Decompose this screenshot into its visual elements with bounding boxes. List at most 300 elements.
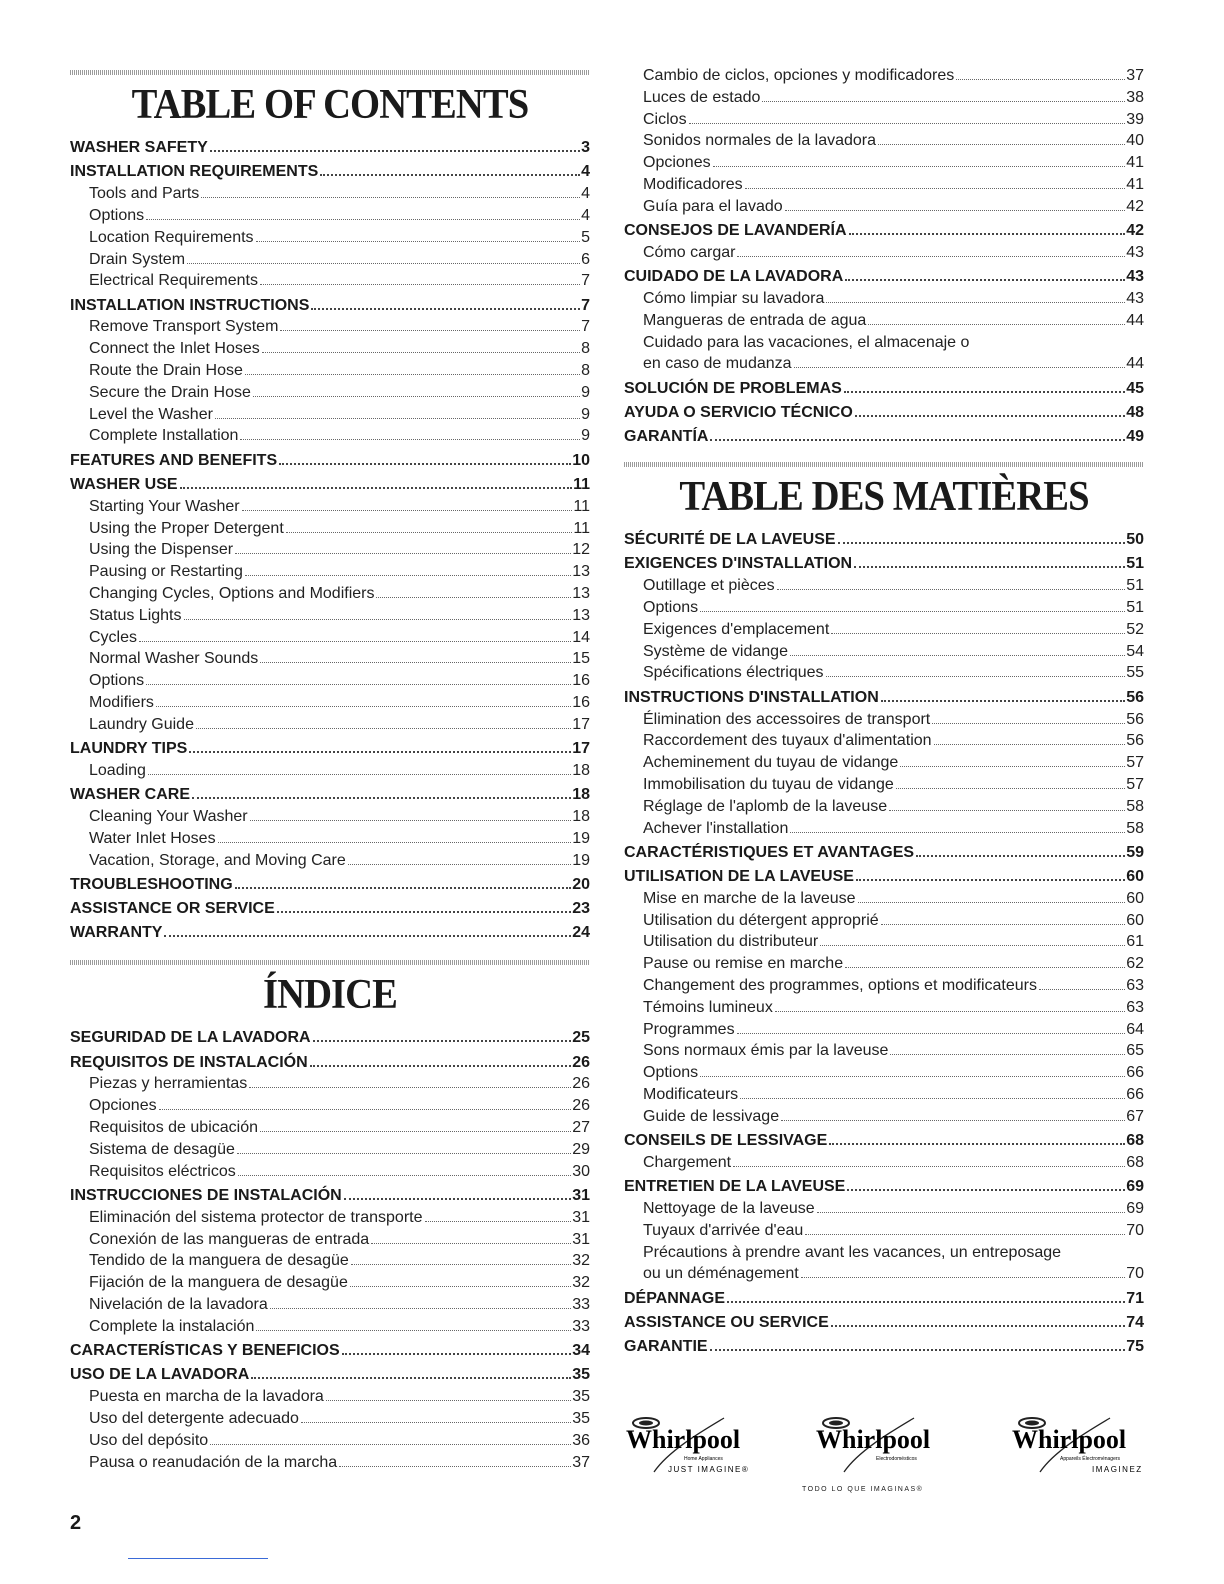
toc-entry-label: Complete la instalación	[89, 1317, 255, 1335]
toc-entry-label: Mangueras de entrada de agua	[643, 311, 867, 329]
toc-subentry	[624, 242, 1144, 264]
dot-leader	[845, 966, 1125, 968]
toc-page-number: 66	[1126, 1064, 1144, 1082]
toc-subentry	[70, 1430, 590, 1452]
toc-page-number: 11	[573, 519, 590, 537]
dot-leader	[838, 541, 1126, 544]
dot-leader	[858, 901, 1126, 903]
dot-leader	[801, 1276, 1126, 1278]
toc-page-number: 31	[572, 1230, 590, 1248]
dot-leader	[260, 283, 580, 285]
toc-page-number: 41	[1126, 175, 1144, 193]
toc-subentry	[70, 1207, 590, 1229]
dot-leader	[235, 886, 572, 889]
dot-leader	[934, 743, 1126, 745]
toc-entry-label: Route the Drain Hose	[89, 362, 243, 380]
toc-page-number: 65	[1126, 1042, 1144, 1060]
toc-section-entry	[70, 1364, 590, 1386]
toc-subentry	[624, 152, 1144, 174]
toc-subentry	[624, 87, 1144, 109]
toc-entry-label: Using the Proper Detergent	[89, 519, 284, 537]
toc-page-number: 25	[572, 1029, 590, 1047]
toc-section-entry	[624, 1288, 1144, 1310]
dot-leader	[831, 1324, 1125, 1327]
toc-subentry	[624, 662, 1144, 684]
toc-entry-label: Chargement	[643, 1153, 732, 1171]
toc-subentry	[624, 332, 1144, 376]
toc-subentry	[624, 310, 1144, 332]
dot-leader	[196, 727, 571, 729]
toc-page-number: 71	[1126, 1289, 1144, 1307]
toc-page-number: 51	[1126, 577, 1144, 595]
toc-entry-label: CONSEJOS DE LAVANDERÍA	[624, 222, 847, 240]
toc-section-entry	[624, 266, 1144, 288]
toc-page-number: 4	[581, 206, 590, 224]
toc-page-number: 57	[1126, 775, 1144, 793]
toc-entry-label: Sonidos normales de la lavadora	[643, 132, 877, 150]
toc-section-entry	[624, 1176, 1144, 1198]
toc-entry-label: Spécifications électriques	[643, 664, 824, 682]
dot-leader	[844, 390, 1125, 393]
toc-entry-label: Élimination des accessoires de transport	[643, 710, 931, 728]
whirlpool-logo-es	[802, 1410, 954, 1493]
toc-subentry	[70, 227, 590, 249]
toc-entry-label: Cómo cargar	[643, 243, 736, 261]
toc-subentry	[70, 561, 590, 583]
toc-entry-label: Conexión de las mangueras de entrada	[89, 1230, 370, 1248]
dot-leader	[745, 187, 1126, 189]
toc-entry-label: Eliminación del sistema protector de transporte	[89, 1208, 423, 1226]
toc-subentry	[70, 1386, 590, 1408]
dot-leader	[881, 699, 1125, 702]
dot-leader	[184, 618, 572, 620]
toc-subentry	[70, 496, 590, 518]
toc-entry-label: Tuyaux d'arrivée d'eau	[643, 1221, 804, 1239]
toc-subentry	[624, 196, 1144, 218]
toc-entry-label: Ciclos	[643, 110, 687, 128]
toc-entry-label: Options	[643, 599, 699, 617]
toc-entry-label: Uso del depósito	[89, 1431, 209, 1449]
toc-entry-label: Using the Dispenser	[89, 541, 234, 559]
toc-page-number: 9	[581, 427, 590, 445]
toc-entry-label: Réglage de l'aplomb de la laveuse	[643, 797, 888, 815]
toc-entry-label-continued: ou un déménagement	[643, 1265, 799, 1283]
dot-leader	[794, 366, 1126, 368]
toc-page-number: 15	[572, 650, 590, 668]
toc-section-entry	[624, 1130, 1144, 1152]
toc-subentry	[624, 641, 1144, 663]
toc-subentry	[70, 1294, 590, 1316]
toc-page-number: 19	[572, 829, 590, 847]
toc-page-number: 57	[1126, 754, 1144, 772]
toc-entry-label-continued: en caso de mudanza	[643, 355, 792, 373]
toc-subentry	[624, 1242, 1144, 1286]
toc-subentry	[624, 288, 1144, 310]
dot-leader	[351, 1263, 571, 1265]
toc-entry-label: Complete Installation	[89, 427, 239, 445]
toc-page-number: 60	[1126, 911, 1144, 929]
toc-page-number: 56	[1126, 710, 1144, 728]
toc-subentry	[624, 774, 1144, 796]
toc-entry-label: WARRANTY	[70, 924, 163, 942]
toc-entry-label: Exigences d'emplacement	[643, 620, 830, 638]
dot-leader	[238, 1174, 571, 1176]
toc-page-number: 9	[581, 383, 590, 401]
toc-entry-label: Remove Transport System	[89, 318, 279, 336]
toc-entry-label: Fijación de la manguera de desagüe	[89, 1274, 348, 1292]
toc-page-number: 35	[572, 1409, 590, 1427]
toc-subentry	[624, 752, 1144, 774]
toc-page-number: 36	[572, 1431, 590, 1449]
toc-entry-label: Luces de estado	[643, 88, 761, 106]
toc-page-number: 58	[1126, 797, 1144, 815]
toc-entry-label: Guía para el lavado	[643, 197, 783, 215]
toc-entry-label: Guide de lessivage	[643, 1107, 780, 1125]
toc-page-number: 43	[1126, 243, 1144, 261]
dot-leader	[310, 1064, 572, 1067]
toc-entry-label: Pausa o reanudación de la marcha	[89, 1453, 338, 1471]
toc-entry-label: Utilisation du détergent approprié	[643, 911, 879, 929]
toc-page-number: 30	[572, 1162, 590, 1180]
dot-leader	[713, 165, 1126, 167]
toc-page-number: 35	[572, 1366, 590, 1384]
toc-entry-label: SÉCURITÉ DE LA LAVEUSE	[624, 531, 836, 549]
toc-page-number: 13	[572, 585, 590, 603]
toc-section-entry	[624, 866, 1144, 888]
toc-entry-label: Options	[89, 206, 145, 224]
dot-leader	[727, 1300, 1125, 1303]
dot-leader	[262, 351, 580, 353]
dot-leader	[210, 149, 580, 152]
toc-subentry	[624, 910, 1144, 932]
dot-leader	[240, 438, 580, 440]
right-column	[624, 65, 1144, 1358]
toc-subentry	[70, 806, 590, 828]
toc-page-number: 17	[572, 740, 590, 758]
toc-entry-label: Connect the Inlet Hoses	[89, 340, 260, 358]
toc-entry-label: Requisitos de ubicación	[89, 1119, 258, 1137]
toc-entry-label: CARACTERÍSTICAS Y BENEFICIOS	[70, 1342, 340, 1360]
dot-leader	[187, 262, 580, 264]
toc-page-number: 56	[1126, 732, 1144, 750]
toc-page-number: 68	[1126, 1153, 1144, 1171]
svg-text:IMAGINEZ: IMAGINEZ	[1092, 1465, 1143, 1474]
dot-leader	[826, 675, 1126, 677]
toc-entry-label: Changement des programmes, options et modificateurs	[643, 977, 1037, 995]
toc-page-number: 49	[1126, 428, 1144, 446]
dot-leader	[775, 1010, 1125, 1012]
dot-leader	[710, 1348, 1126, 1351]
dot-leader	[371, 1242, 571, 1244]
toc-page-number: 59	[1126, 843, 1144, 861]
toc-entry-label: Nettoyage de la laveuse	[643, 1200, 815, 1218]
toc-page-number: 63	[1126, 998, 1144, 1016]
toc-entry-label: Cambio de ciclos, opciones y modificadores	[643, 67, 955, 84]
dot-leader	[737, 255, 1125, 257]
toc-page-number: 6	[581, 250, 590, 268]
toc-entry-label: DÉPANNAGE	[624, 1289, 726, 1307]
toc-page-number: 12	[572, 541, 590, 559]
toc-page-number: 7	[581, 296, 590, 314]
toc-entry-label: Options	[643, 1064, 699, 1082]
toc-entry-label: Cómo limpiar su lavadora	[643, 289, 825, 307]
dot-leader	[847, 1188, 1125, 1191]
toc-page-number: 56	[1126, 688, 1144, 706]
dot-leader	[260, 661, 571, 663]
toc-entry-label: WASHER SAFETY	[70, 139, 208, 157]
toc-page-number: 45	[1126, 379, 1144, 397]
toc-section-entry	[624, 529, 1144, 551]
dot-leader	[689, 122, 1126, 124]
toc-page-number: 51	[1126, 555, 1144, 573]
toc-page-number: 37	[572, 1453, 590, 1471]
dot-leader	[817, 1211, 1126, 1213]
dot-leader	[1039, 988, 1125, 990]
toc-subentry	[624, 65, 1144, 87]
toc-section-entry	[624, 687, 1144, 709]
toc-list-fr	[624, 529, 1144, 1358]
toc-page-number: 26	[572, 1097, 590, 1115]
svg-text:Electrodomésticos: Electrodomésticos	[876, 1456, 917, 1462]
dot-leader	[256, 1329, 571, 1331]
toc-page-number: 42	[1126, 222, 1144, 240]
dot-leader	[376, 596, 571, 598]
toc-entry-label: Utilisation du distributeur	[643, 933, 819, 951]
toc-page-number: 4	[581, 185, 590, 203]
toc-page-number: 19	[572, 851, 590, 869]
toc-entry-label: Water Inlet Hoses	[89, 829, 216, 847]
toc-subentry	[624, 1040, 1144, 1062]
dot-leader	[856, 878, 1125, 881]
toc-page-number: 11	[573, 497, 590, 515]
whirlpool-logo-en	[624, 1410, 764, 1490]
toc-section-entry	[70, 1027, 590, 1049]
toc-entry-label: Acheminement du tuyau de vidange	[643, 754, 899, 772]
dot-leader	[215, 417, 580, 419]
dot-leader	[932, 722, 1125, 724]
toc-subentry	[70, 425, 590, 447]
toc-subentry	[70, 1161, 590, 1183]
toc-page-number: 51	[1126, 599, 1144, 617]
toc-subentry	[70, 850, 590, 872]
toc-entry-label: Cuidado para las vacaciones, el almacenaje o	[643, 333, 970, 351]
svg-text:Whirlpool: Whirlpool	[1012, 1425, 1127, 1454]
dot-leader	[148, 773, 571, 775]
toc-entry-label: CUIDADO DE LA LAVADORA	[624, 268, 844, 286]
dot-leader	[740, 1097, 1125, 1099]
dot-leader	[245, 373, 580, 375]
toc-section-entry	[624, 426, 1144, 448]
toc-page-number: 38	[1126, 88, 1144, 106]
footer-line	[128, 1558, 268, 1559]
toc-entry-label: Changing Cycles, Options and Modifiers	[89, 585, 375, 603]
toc-entry-label: Normal Washer Sounds	[89, 650, 259, 668]
toc-subentry	[624, 1019, 1144, 1041]
toc-entry-label: USO DE LA LAVADORA	[70, 1366, 250, 1384]
toc-subentry	[70, 714, 590, 736]
dot-leader	[900, 765, 1125, 767]
toc-page-number: 55	[1126, 664, 1144, 682]
toc-entry-label: Secure the Drain Hose	[89, 383, 251, 401]
dot-leader	[342, 1352, 572, 1355]
dot-leader	[256, 240, 581, 242]
toc-entry-label: ENTRETIEN DE LA LAVEUSE	[624, 1178, 846, 1196]
toc-entry-label: INSTRUCTIONS D'INSTALLATION	[624, 688, 879, 706]
toc-entry-label: Sistema de desagüe	[89, 1140, 235, 1158]
svg-text:JUST IMAGINE®: JUST IMAGINE®	[668, 1465, 750, 1474]
toc-page-number: 16	[572, 694, 590, 712]
dot-leader	[339, 1465, 571, 1467]
whirlpool-logo-fr	[1010, 1410, 1150, 1490]
toc-subentry	[70, 316, 590, 338]
toc-page-number: 18	[572, 761, 590, 779]
toc-page-number: 69	[1126, 1178, 1144, 1196]
dot-leader	[868, 323, 1125, 325]
toc-subentry	[70, 270, 590, 292]
dot-leader	[280, 329, 580, 331]
dot-leader	[237, 1152, 571, 1154]
brand-logos	[624, 1410, 1144, 1500]
dot-leader	[896, 787, 1125, 789]
dot-leader	[826, 301, 1125, 303]
toc-entry-label: CONSEILS DE LESSIVAGE	[624, 1132, 828, 1150]
toc-entry-label: Loading	[89, 761, 146, 779]
dot-leader	[781, 1119, 1125, 1121]
toc-subentry	[624, 997, 1144, 1019]
toc-section-entry	[70, 784, 590, 806]
toc-page-number: 26	[572, 1053, 590, 1071]
dot-leader	[831, 632, 1125, 634]
toc-entry-label: ASSISTANCE OR SERVICE	[70, 900, 275, 918]
toc-entry-label: Nivelación de la lavadora	[89, 1295, 268, 1313]
dot-leader	[250, 819, 572, 821]
toc-page-number: 35	[572, 1388, 590, 1406]
dot-leader	[189, 750, 571, 753]
dot-leader	[311, 307, 580, 310]
toc-page-number: 18	[572, 808, 590, 825]
toc-entry-label: Options	[89, 672, 145, 690]
dot-leader	[164, 934, 571, 937]
section-divider	[70, 70, 590, 75]
toc-subentry	[70, 539, 590, 561]
toc-page-number: 34	[572, 1342, 590, 1360]
toc-subentry	[624, 931, 1144, 953]
toc-entry-label: TROUBLESHOOTING	[70, 875, 233, 893]
dot-leader	[320, 173, 580, 176]
toc-entry-label: Tools and Parts	[89, 185, 200, 203]
dot-leader	[805, 1233, 1125, 1235]
dot-leader	[916, 854, 1125, 857]
toc-page-number: 16	[572, 672, 590, 690]
toc-page-number: 29	[572, 1140, 590, 1158]
toc-entry-label: SOLUCIÓN DE PROBLEMAS	[624, 379, 842, 397]
dot-leader	[260, 1130, 571, 1132]
dot-leader	[790, 831, 1125, 833]
toc-subentry	[624, 619, 1144, 641]
toc-section-entry	[624, 842, 1144, 864]
toc-page-number: 31	[572, 1208, 590, 1226]
toc-page-number: 44	[1126, 355, 1144, 373]
toc-section-entry	[624, 402, 1144, 424]
toc-subentry	[70, 404, 590, 426]
toc-subentry	[624, 818, 1144, 840]
dot-leader	[192, 796, 571, 799]
dot-leader	[218, 841, 572, 843]
toc-section-entry	[70, 137, 590, 159]
toc-entry-label: Puesta en marcha de la lavadora	[89, 1388, 324, 1406]
toc-subentry	[70, 205, 590, 227]
toc-subentry	[70, 1250, 590, 1272]
toc-entry-label: Opciones	[89, 1097, 157, 1115]
toc-section-entry	[70, 1185, 590, 1207]
toc-page-number: 67	[1126, 1107, 1144, 1125]
toc-page-number: 40	[1126, 132, 1144, 150]
toc-subentry	[70, 1073, 590, 1095]
toc-entry-label: Cycles	[89, 628, 138, 646]
toc-subentry	[624, 1084, 1144, 1106]
toc-page-number: 39	[1126, 110, 1144, 128]
dot-leader	[820, 944, 1125, 946]
dot-leader	[235, 552, 571, 554]
toc-entry-label: Témoins lumineux	[643, 998, 773, 1016]
toc-entry-label: Mise en marche de la laveuse	[643, 889, 856, 907]
dot-leader	[180, 486, 573, 489]
toc-entry-label: Achever l'installation	[643, 819, 789, 837]
dot-leader	[251, 1376, 571, 1379]
page-number: 2	[70, 1512, 82, 1534]
toc-page-number: 64	[1126, 1020, 1144, 1038]
toc-page-number: 69	[1126, 1200, 1144, 1218]
dot-leader	[700, 1075, 1125, 1077]
dot-leader	[849, 232, 1126, 235]
dot-leader	[762, 100, 1125, 102]
toc-subentry	[70, 249, 590, 271]
dot-leader	[245, 574, 571, 576]
dot-leader	[829, 1142, 1125, 1145]
toc-subentry	[70, 1316, 590, 1338]
toc-section-entry	[70, 1052, 590, 1074]
toc-list-en	[70, 137, 590, 944]
toc-subentry	[70, 1095, 590, 1117]
toc-subentry	[624, 1198, 1144, 1220]
toc-section-entry	[624, 378, 1144, 400]
toc-title-fr: TABLE DES MATIÈRES	[679, 474, 1089, 521]
toc-entry-label: Tendido de la manguera de desagüe	[89, 1252, 349, 1270]
dot-leader	[737, 1032, 1126, 1034]
toc-entry-label: Programmes	[643, 1020, 735, 1038]
toc-subentry	[70, 183, 590, 205]
toc-entry-label: EXIGENCES D'INSTALLATION	[624, 555, 853, 573]
toc-page-number: 8	[581, 362, 590, 380]
toc-title-es: ÍNDICE	[262, 972, 398, 1019]
dot-leader	[890, 1053, 1125, 1055]
toc-entry-label: Modifiers	[89, 694, 154, 712]
toc-subentry	[70, 360, 590, 382]
toc-entry-label: GARANTIE	[624, 1338, 708, 1356]
toc-entry-label: Laundry Guide	[89, 715, 194, 733]
toc-page-number: 10	[572, 451, 590, 469]
left-column	[70, 70, 590, 1473]
dot-leader	[425, 1220, 572, 1222]
logo-brand-text: Whirlpool	[626, 1425, 741, 1454]
toc-subentry	[624, 796, 1144, 818]
dot-leader	[881, 923, 1126, 925]
toc-section-entry	[70, 922, 590, 944]
dot-leader	[156, 705, 571, 707]
toc-subentry	[70, 583, 590, 605]
toc-page-number: 52	[1126, 620, 1144, 638]
dot-leader	[733, 1165, 1125, 1167]
